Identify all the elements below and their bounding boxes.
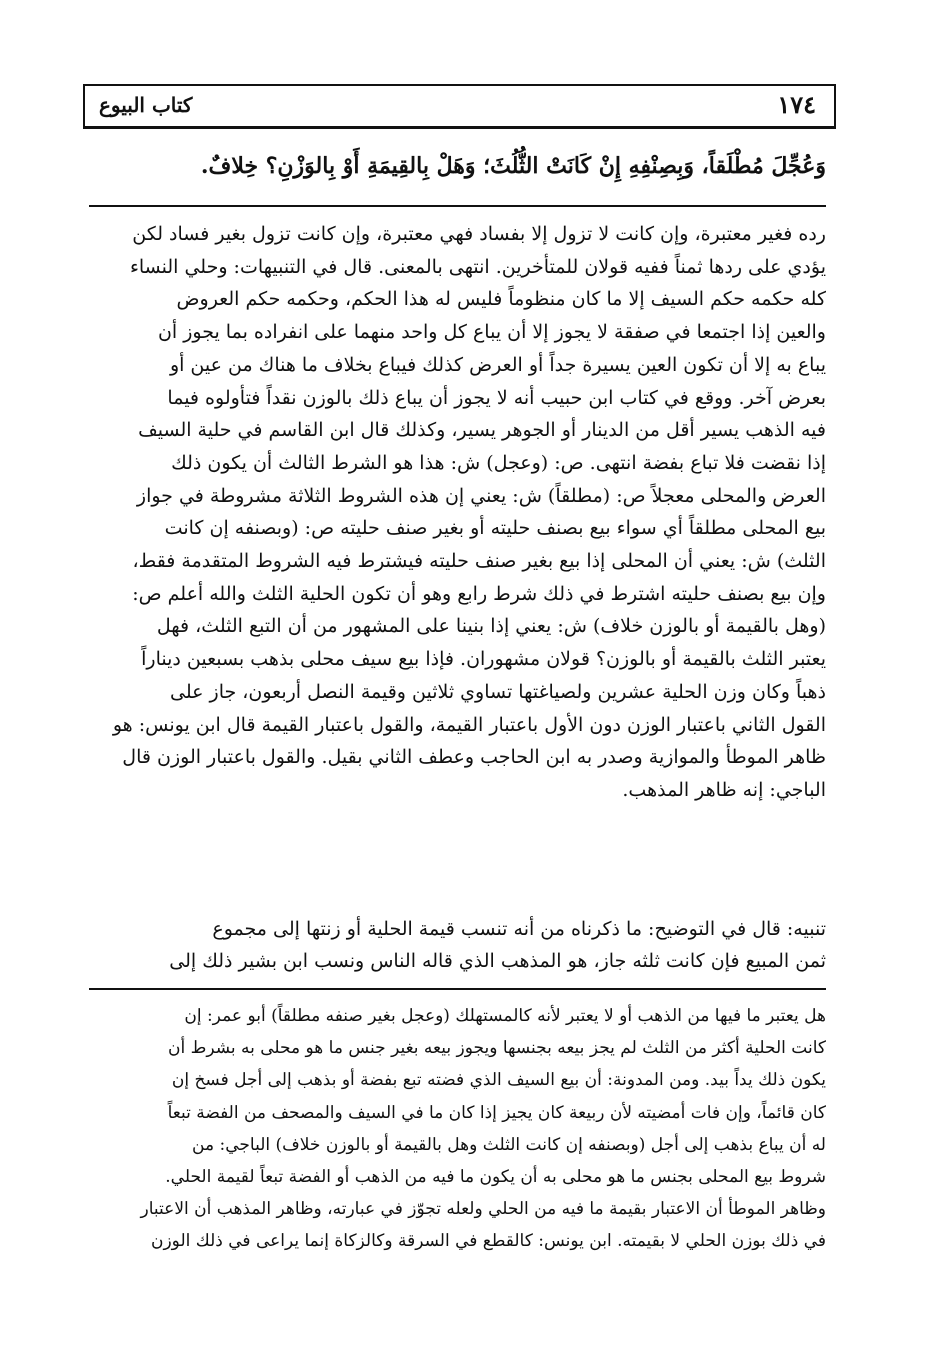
footnote-block xyxy=(89,1000,826,1258)
note-line: ثمن المبيع فإن كانت ثلثه جاز، هو المذهب الذي قاله الناس ونسب ابن بشير ذلك إلى xyxy=(169,950,826,972)
commentary-line: يباع به إلا أن تكون العين يسيرة جداً أو العرض كذلك فيباع بخلاف ما هناك من عين أو xyxy=(169,353,826,376)
commentary-line: إذا نقضت فلا تباع بفضة انتهى. ص: (وعجل) ش: هذا هو الشرط الثالث أن يكون ذلك xyxy=(171,451,826,474)
footnote-line: وظاهر الموطأ أن الاعتبار بقيمة ما فيه من الحلي ولعله تجوّز في عبارته، وظاهر المذهب أن الاعتبار xyxy=(140,1199,826,1220)
commentary-line: ظاهر الموطأ والموازية وصدر به ابن الحاجب وعطف الثاني بقيل. والقول باعتبار الوزن قال xyxy=(122,746,826,769)
commentary-line: ذهباً وكان وزن الحلية عشرين ولصياغتها تساوي ثلاثين وقيمة النصل أربعون، جاز على xyxy=(170,680,826,703)
footnote-line: في ذلك بوزن الحلي لا بقيمته. ابن يونس: كالقطع في السرقة وكالزكاة إنما يراعى في ذلك الوزن xyxy=(150,1231,826,1252)
commentary-line: بيع المحلى مطلقاً أي سواء بيع بصنف حليته أو بغير صنف حليته ص: (وبصنفه إن كانت xyxy=(164,517,826,540)
commentary-line: القول الثاني باعتبار الوزن دون الأول باعتبار القيمة، والقول باعتبار القيمة قال ابن يونس: هو xyxy=(112,713,826,736)
commentary-line: (وهل بالقيمة أو بالوزن خلاف) ش: يعني إذا بنينا على المشهور من أن التبع الثلث، فهل xyxy=(156,615,826,638)
footnote-divider-rule xyxy=(89,988,826,990)
commentary-line: العرض والمحلى معجلاً ص: (مطلقاً) ش: يعني إن هذه الشروط الثلاثة مشروطة في جواز xyxy=(136,484,826,507)
commentary-line: بعرض آخر. ووقع في كتاب ابن حبيب أنه لا يجوز أن يباع ذلك بالوزن نقداً فتأولوه فيما xyxy=(167,386,826,409)
footnote-line: له أن يباع بذهب إلى أجل (وبصنفه إن كانت الثلث وهل بالقيمة أو بالوزن خلاف) الباجي: من xyxy=(192,1134,826,1155)
commentary-line: يعتبر الثلث بالقيمة أو بالوزن؟ قولان مشهوران. فإذا بيع سيف محلى بذهب بسبعين ديناراً xyxy=(141,648,826,671)
footnote-line: شروط بيع المحلى بجنس ما هو محلى به أن يكون ما فيه من الذهب أو الفضة تبعاً لقيمة الحلي. xyxy=(165,1167,826,1188)
commentary-line: فيه الذهب يسير أقل من الدينار أو الجوهر يسير، وكذلك قال ابن القاسم في حلية السيف xyxy=(138,419,826,442)
footnote-line: يكون ذلك يداً بيد. ومن المدونة: أن بيع السيف الذي فضته تبع بفضة أو بذهب إلى أجل فسخ إن xyxy=(171,1070,826,1091)
footnote-line: كان قائماً، وإن فات أمضيته لأن ربيعة كان يجيز إذا كان ما في السيف والمصحف من الفضة تبعاً xyxy=(167,1102,826,1123)
chapter-title: كتاب البيوع xyxy=(99,93,193,117)
commentary-line: كله حكمه حكم السيف إلا ما كان منظوماً فليس له هذا الحكم، وحكمه حكم العروض xyxy=(176,288,826,311)
commentary-line: رده فغير معتبرة، وإن كانت لا تزول إلا بفساد فهي معتبرة، وإن كانت تزول بغير فساد لكن xyxy=(132,223,826,245)
note-tanbih xyxy=(89,913,826,977)
commentary-line: والعين إذا اجتمعا في صفقة لا يجوز إلا أن يباع كل واحد منهما على انفراده بما يجوز أن xyxy=(157,321,826,344)
running-header xyxy=(83,84,836,129)
commentary-line: يؤدي على ردها ثمناً ففيه قولان للمتأخرين. انتهى بالمعنى. قال في التنبيهات: وحلي النساء xyxy=(129,255,826,278)
note-line: تنبيه: قال في التوضيح: ما ذكرناه من أنه تنسب قيمة الحلية أو زنتها إلى مجموع xyxy=(212,918,826,940)
commentary-sharh xyxy=(89,218,826,807)
main-text-matn: وَعُجِّلَ مُطْلَقاً، وَبِصِنْفِهِ إِنْ كَانَتْ الثُّلُثَ؛ وَهَلْ بِالقِيمَةِ أَوْ بِالوَزْنِ؟ خِلافٌ. xyxy=(200,153,826,179)
divider-rule xyxy=(89,205,826,207)
commentary-line: الثلث) ش: يعني أن المحلى إذا بيع بغير صنف حليته فيشترط فيه الشروط المتقدمة فقط، xyxy=(132,550,826,573)
footnote-line: هل يعتبر ما فيها من الذهب أو لا يعتبر لأنه كالمستهلك (وعجل بغير صنفه مطلقاً) أبو عمر: إن xyxy=(184,1006,826,1026)
page-number: ١٧٤ xyxy=(777,90,816,119)
commentary-line: وإن بيع بصنف حليته اشترط في ذلك شرط رابع وهو أن تكون الحلية الثلث والله أعلم ص: xyxy=(132,582,826,605)
commentary-line: الباجي: إنه ظاهر المذهب. xyxy=(622,778,826,801)
footnote-line: كانت الحلية أكثر من الثلث لم يجز بيعه بجنسها ويجوز بيعه بغير جنس ما هو محلى به بشرط أن xyxy=(167,1038,826,1059)
